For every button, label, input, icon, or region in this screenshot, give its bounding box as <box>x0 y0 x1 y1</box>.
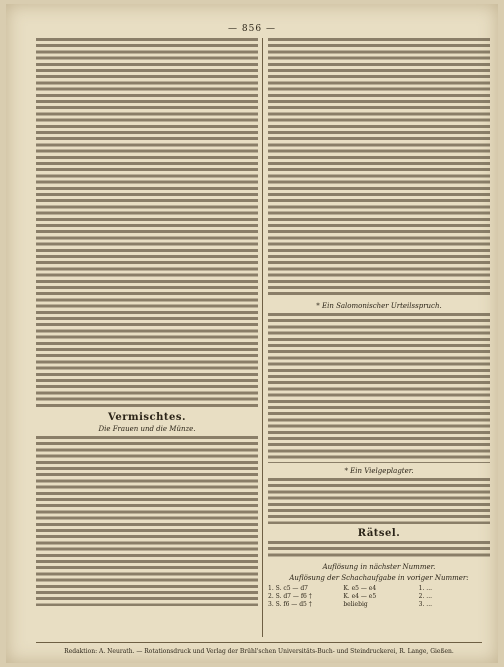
right-column <box>268 38 490 639</box>
table-cell: 3. ... <box>418 601 433 608</box>
footer-rule <box>36 642 482 643</box>
section-heading-vermischtes: Vermischtes. <box>108 412 186 423</box>
table-cell: 1. ... <box>418 585 433 592</box>
anecdote-title: * Ein Vielgeplagter. <box>344 467 414 475</box>
table-cell: K. e4 — e5 <box>343 593 377 600</box>
puzzle-answer-note: Auflösung in nächster Nummer. <box>322 563 436 571</box>
anecdote-text <box>268 478 490 524</box>
puzzle-heading: Rätsel. <box>357 528 401 539</box>
chess-solution-table <box>268 585 490 609</box>
table-cell: 3. S. f6 — d5 † <box>268 601 312 608</box>
newspaper-page <box>6 4 498 663</box>
chess-solution-title: Auflösung der Schachaufgabe in voriger Nummer: <box>289 574 469 582</box>
table-cell: beliebig <box>343 601 368 608</box>
subsection-title: Die Frauen und die Münze. <box>98 425 196 433</box>
column-divider <box>262 38 263 637</box>
table-cell: K. e5 — e4 <box>343 585 377 592</box>
story-continued-text <box>268 38 490 298</box>
page-number: — 856 — <box>228 24 276 34</box>
puzzle-text <box>268 541 490 559</box>
article-body-text <box>36 436 258 606</box>
story-title: * Ein Salomonischer Urteilsspruch. <box>316 302 442 310</box>
table-cell: 2. ... <box>418 593 433 600</box>
table-cell: 2. S. d7 — f6 † <box>268 593 312 600</box>
publisher-footer: Redaktion: A. Neurath. — Rotationsdruck und Verlag der Brühl'schen Universitäts-Buch- und Steindruckerei, R. Lange, Gießen. <box>64 648 454 655</box>
table-cell: 1. S. c5 — d7 <box>268 585 308 592</box>
left-column <box>36 38 258 639</box>
story-body-text-2 <box>268 313 490 463</box>
story-body-text <box>36 38 258 408</box>
